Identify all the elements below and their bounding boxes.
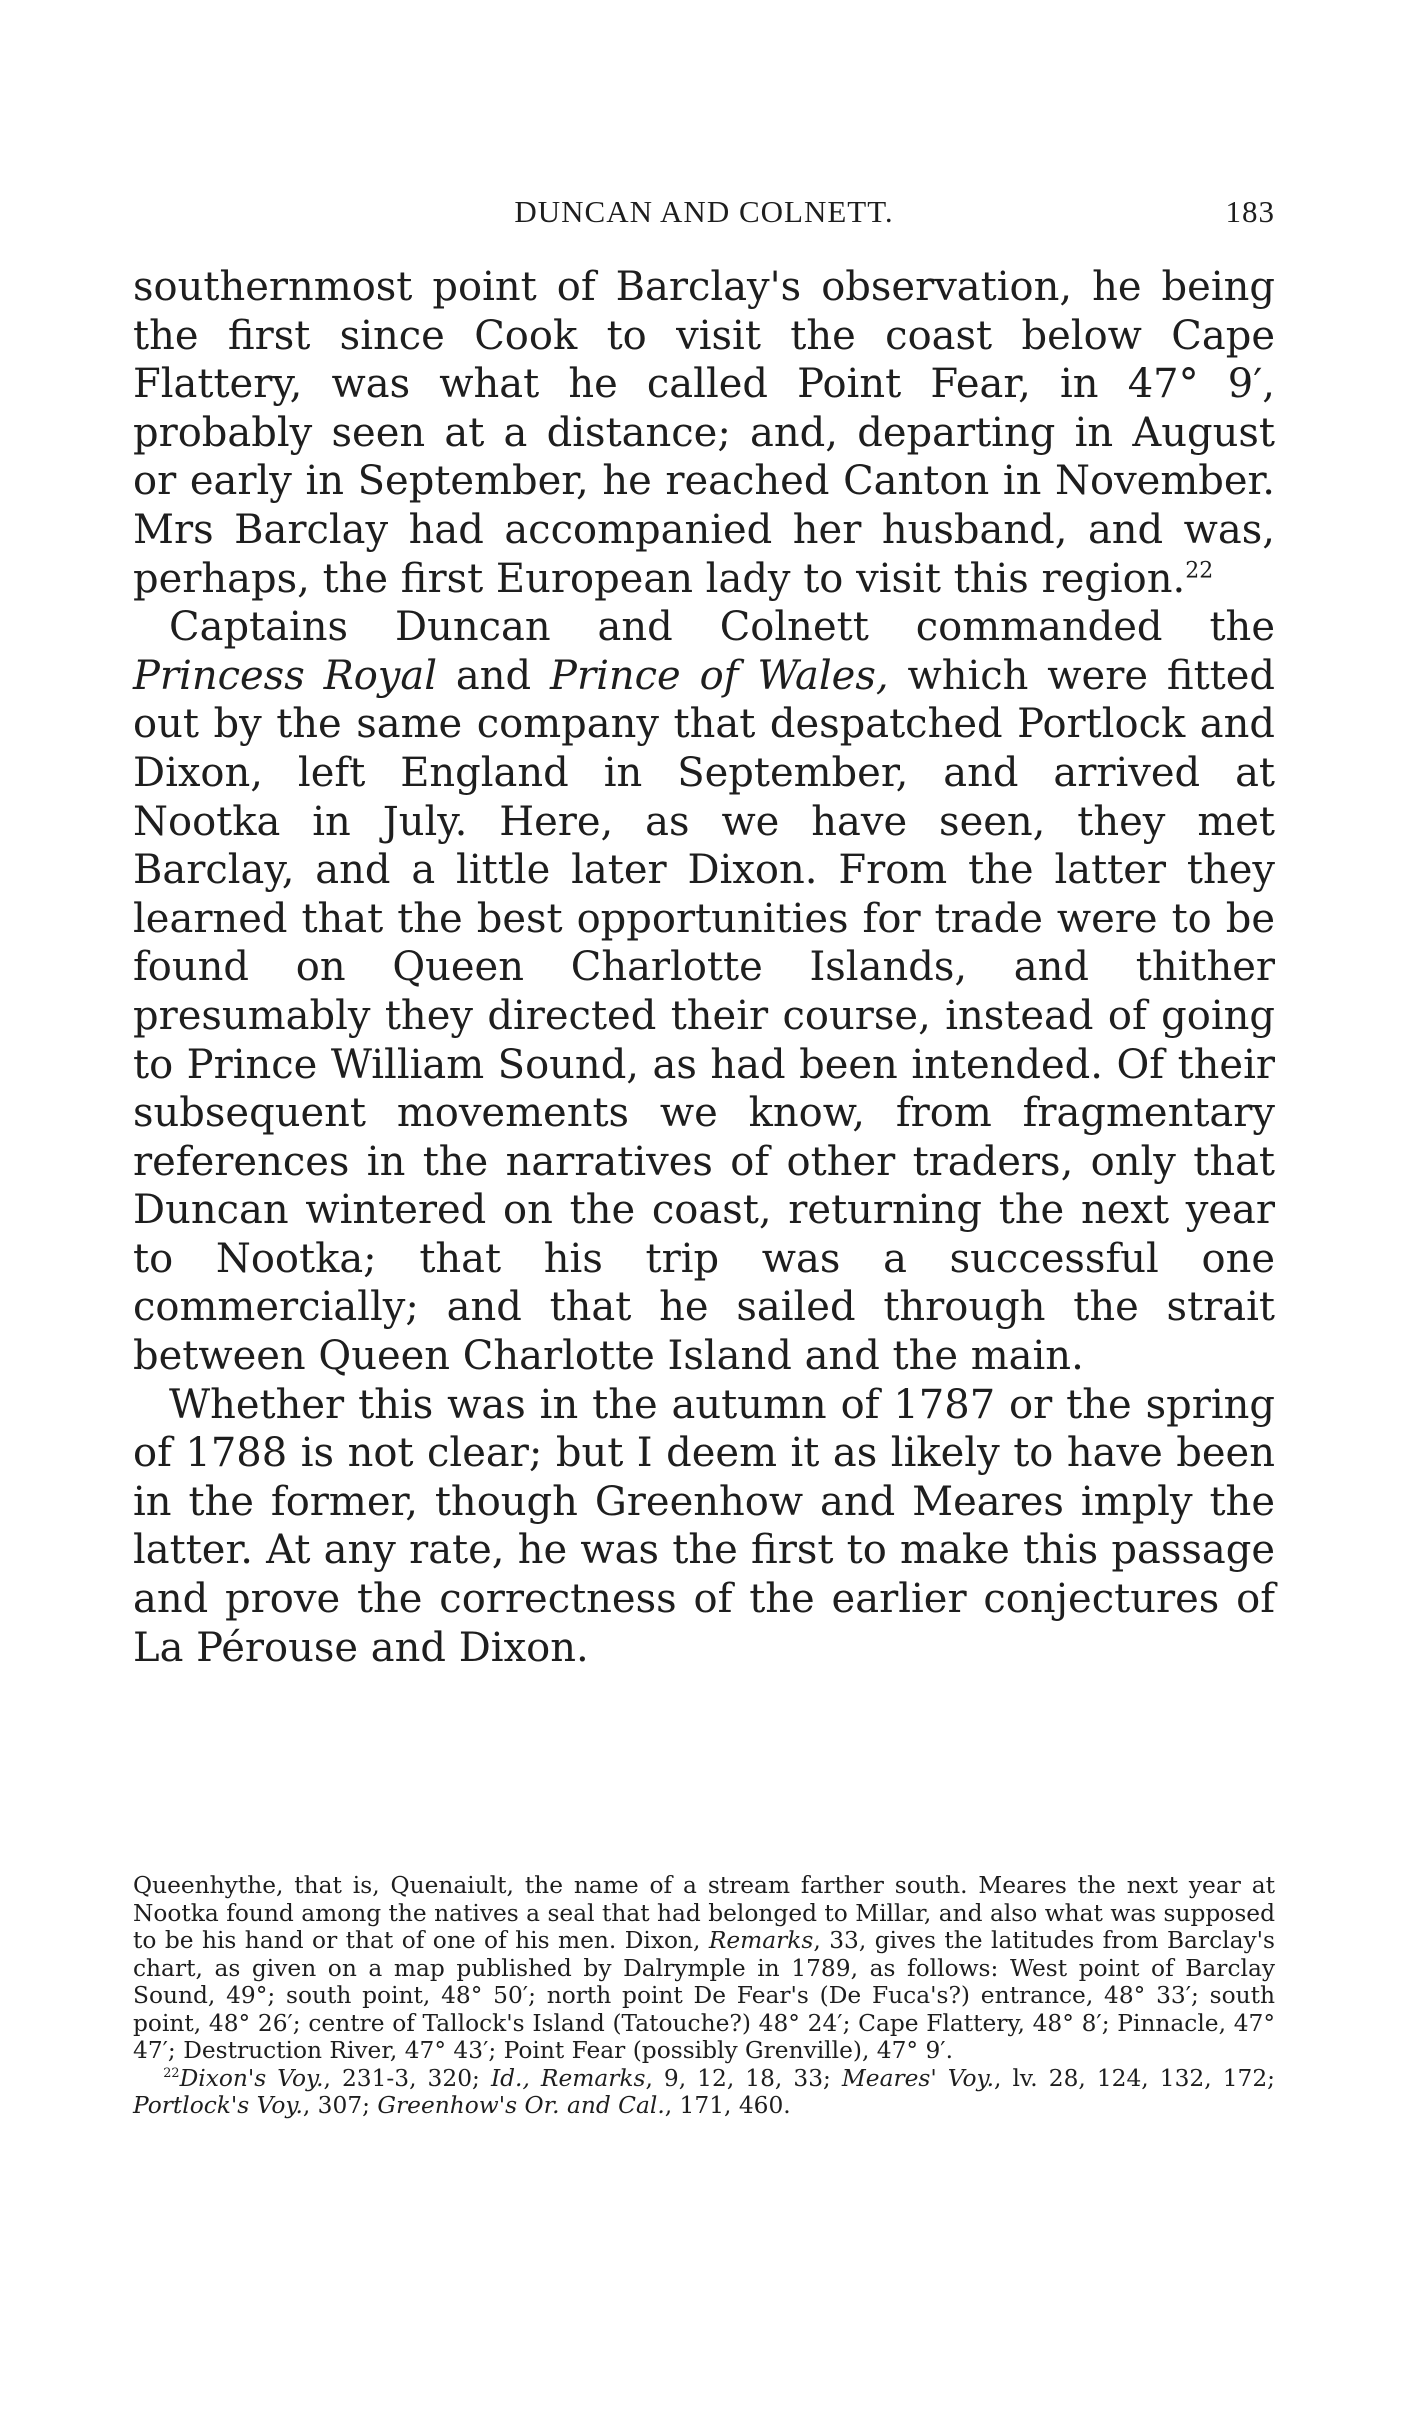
paragraph-duncan-colnett xyxy=(133,603,1275,1381)
footnote-continuation xyxy=(133,1872,1275,2065)
footnote-text: , 307; xyxy=(302,2092,378,2119)
footnote-text: , 231-3, 320; xyxy=(323,2064,491,2092)
footnote-text: , lv. 28, 124, 132, 172; xyxy=(993,2064,1276,2092)
paragraph-text: which were fitted out by the same company that despatched Portlock and Dixon, left England in September, and arrived at Nootka in July. Here, as we have seen, they met Barclay, and a little later Dixon. From the latter they learned that the best opportunities for trade were to be found on Queen Charlotte Islands, and thither presumably they directed their course, instead of going to Prince William Sound, as had been intended. Of their subsequent movements we know, from fragmentary references in the narratives of other traders, only that Duncan wintered on the coast, returning the next year to Nootka; that his trip was a successful one commercially; and that he sailed through the strait between Queen Charlotte Island and the main. xyxy=(133,652,1275,1380)
page-number: 183 xyxy=(1225,194,1275,229)
ship-name: Prince of Wales, xyxy=(550,652,889,699)
paragraph-barclay-voyage xyxy=(133,263,1275,603)
citation-title: Remarks xyxy=(708,1927,814,1954)
footnote-22 xyxy=(133,2065,1275,2120)
paragraph-passage-date xyxy=(133,1381,1275,1673)
footnote-number: 22 xyxy=(163,2065,180,2081)
citation-title: Id., Remarks xyxy=(490,2064,646,2092)
footnote-ref-22: 22 xyxy=(1185,558,1214,584)
running-head xyxy=(133,194,1275,230)
footnote-text: , 9, 12, 18, 33; xyxy=(645,2064,842,2092)
paragraph-text: Whether this was in the autumn of 1787 or the spring of 1788 is not clear; but I deem it as likely to have been in the former, though Greenhow and Meares imply the latter. At any rate, he was the first to make this passage and prove the correctness of the earlier conjectures of La Pérouse and Dixon. xyxy=(133,1381,1275,1671)
citation-title: Portlock's Voy. xyxy=(133,2092,303,2119)
footnote-text: Queenhythe, that is, Quenaiult, the name of a stream farther south. Meares the next year at Nootka found among the natives a seal that had belonged to Millar, and also what was supposed to be his hand or that of one of his men. Dixon, xyxy=(133,1872,1275,1954)
citation-title: Meares' Voy. xyxy=(841,2064,994,2092)
running-title: DUNCAN AND COLNETT. xyxy=(514,194,894,229)
ship-name: Princess Royal xyxy=(133,652,438,699)
footnotes xyxy=(133,1872,1275,2120)
paragraph-text: southernmost point of Barclay's observation, he being the first since Cook to visit the coast below Cape Flattery, was what he called Point Fear, in 47° 9′, probably seen at a distance; and, departing in August or early in September, he reached Canton in November. Mrs Barclay had accompanied her husband, and was, perhaps, the first European lady to visit this region. xyxy=(133,264,1275,602)
main-text xyxy=(133,263,1275,1672)
paragraph-text: and xyxy=(437,652,551,699)
citation-title: Greenhow's Or. and Cal. xyxy=(377,2092,665,2119)
citation-title: Dixon's Voy. xyxy=(179,2064,324,2092)
footnote-text: , 171, 460. xyxy=(664,2092,791,2119)
paragraph-text: Captains Duncan and Colnett commanded the xyxy=(169,604,1275,651)
footnote-text: , 33, gives the latitudes from Barclay's chart, as given on a map published by Dalrymple in 1789, as follows: West point of Barclay Sound, 49°; south point, 48° 50′; north point De Fear's (De Fuca's?) entrance, 48° 33′; south point, 48° 26′; centre of Tallock's Island (Tatouche?) 48° 24′; Cape Flattery, 48° 8′; Pinnacle, 47° 47′; Destruction River, 47° 43′; Point Fear (possibly Grenville), 47° 9′. xyxy=(133,1927,1275,2064)
